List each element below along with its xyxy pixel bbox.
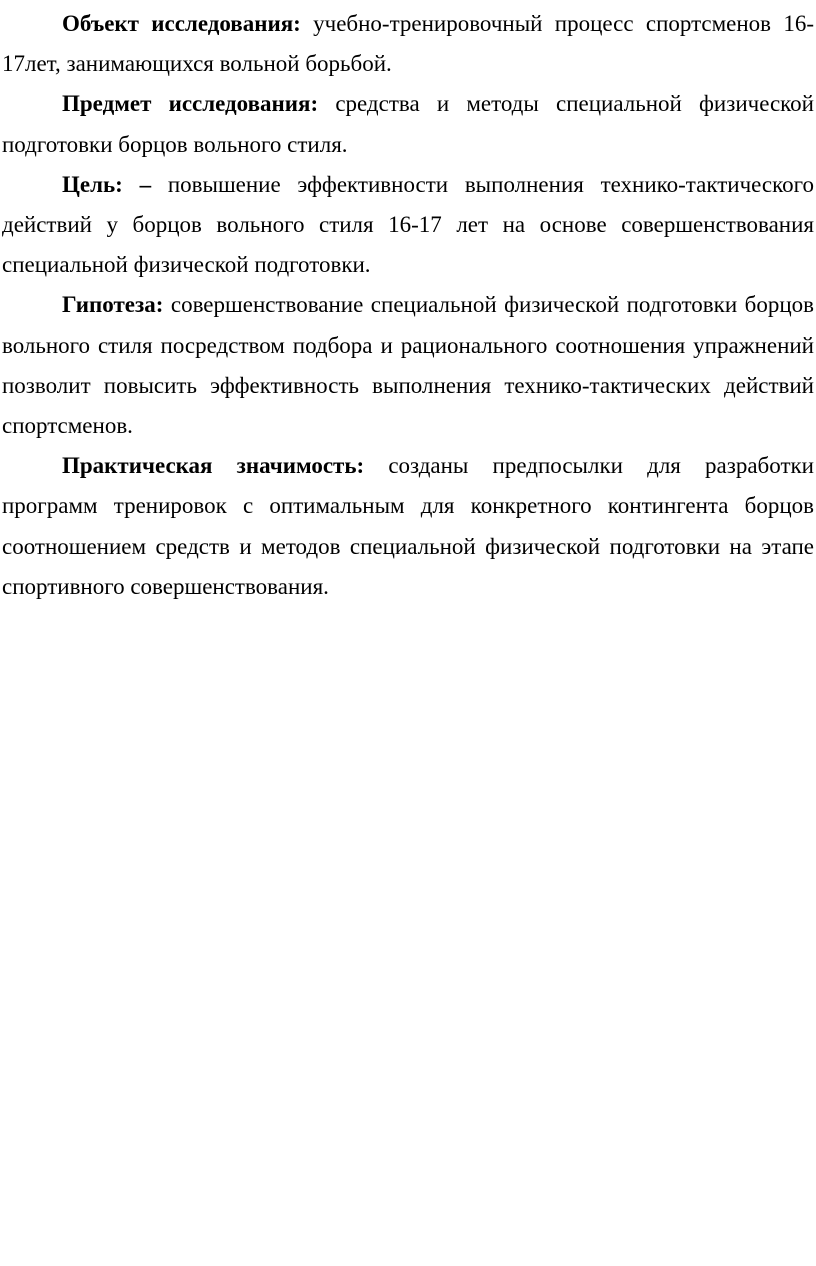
document-page — [2, 0, 814, 1266]
paragraph-label: Объект исследования: — [62, 11, 301, 36]
paragraph-research-subject — [2, 84, 814, 164]
paragraph-label: Гипотеза: — [62, 292, 164, 318]
paragraph-label: Практическая значимость: — [62, 453, 365, 479]
paragraph-text: совершенствование специальной физической подготовки борцов вольного стиля посредством подбора и рационального соотношения упражнений позволит повысить эффективность выполнения технико-тактических действий спортсменов. — [2, 292, 814, 439]
paragraph-text: созданы предпосылки для разработки программ тренировок с оптимальным для конкретного контингента борцов соотношением средств и методов специальной физической подготовки на этапе спортивного совершенствования. — [2, 453, 814, 599]
paragraph-label: Предмет исследования: — [62, 91, 319, 117]
paragraph-label: Цель: – — [62, 171, 152, 197]
paragraph-research-object — [2, 4, 814, 84]
paragraph-text: повышение эффективности выполнения технико-тактического действий у борцов вольного стиля 16-17 лет на основе совершенствования специальной физической подготовки. — [2, 171, 815, 278]
paragraph-hypothesis — [2, 285, 814, 446]
paragraph-text: учебно-тренировочный процесс спортсменов 16-17лет, занимающихся вольной борьбой. — [2, 11, 814, 77]
paragraph-text: средства и методы специальной физической подготовки борцов вольного стиля. — [2, 91, 814, 157]
paragraph-practical-significance — [2, 446, 814, 607]
paragraph-goal — [2, 165, 814, 286]
